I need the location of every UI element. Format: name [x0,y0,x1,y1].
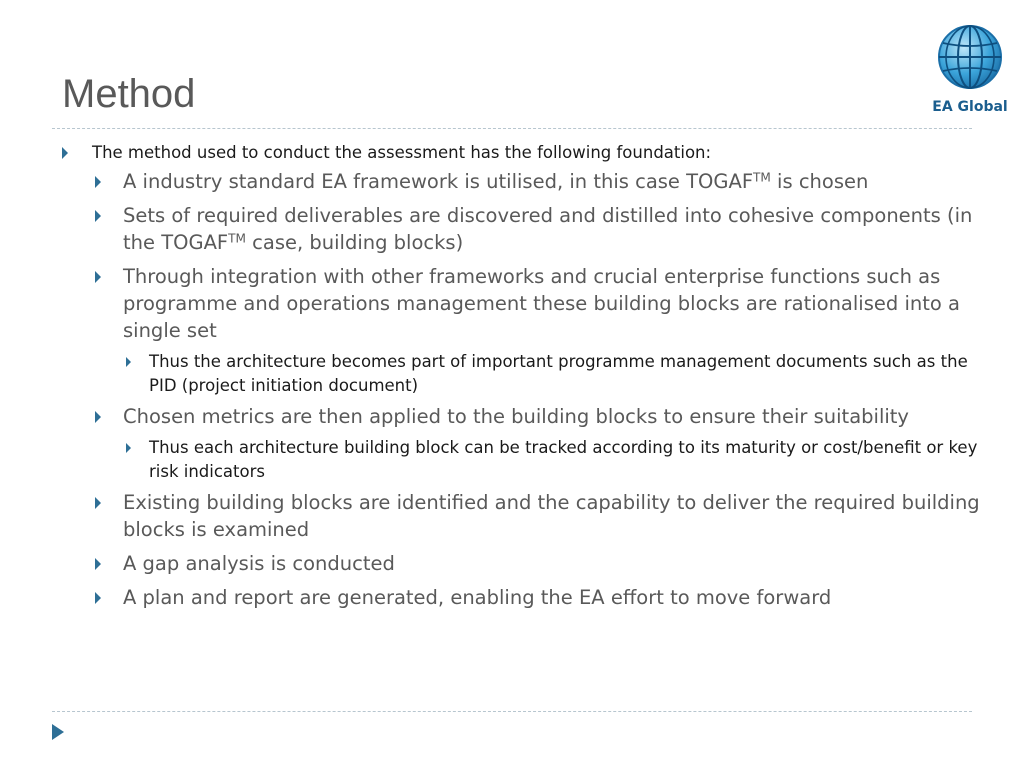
bullet-arrow-icon [126,357,131,367]
list-item [92,584,982,611]
bullet-text: Thus each architecture building block can be tracked according to its maturity or cost/benefit or key risk indicators [149,438,978,481]
list-item [92,489,982,543]
bullet-text: is chosen [770,170,869,193]
sub-sub-bullet-list [123,350,982,398]
logo-text: EA Global [932,99,1008,115]
bullet-arrow-icon [95,592,101,604]
list-item [92,168,982,195]
bullet-text: A industry standard EA framework is utilised, in this case TOGAF [123,170,754,193]
bullet-arrow-icon [95,176,101,188]
trademark-mark: TM [753,170,771,185]
list-item [123,436,982,484]
bullet-text: case, building blocks) [245,231,464,254]
sub-bullet-list [92,168,982,611]
list-item [92,403,982,484]
bullet-arrow-icon [95,210,101,222]
play-arrow-icon[interactable] [50,722,66,742]
bullet-text: Sets of required deliverables are discovered and distilled into cohesive components (in the TOGAF [123,204,973,254]
slide-title: Method [62,72,196,116]
list-item [92,202,982,256]
title-divider [52,128,972,129]
trademark-mark: TM [228,231,246,246]
list-item [92,550,982,577]
bullet-arrow-icon [95,497,101,509]
list-item [123,350,982,398]
bullet-text: Through integration with other frameworks and crucial enterprise functions such as programme and operations management these building blocks are rationalised into a single set [123,265,960,342]
bullet-arrow-icon [95,271,101,283]
bullet-text: The method used to conduct the assessment has the following foundation: [92,143,712,162]
list-item [92,263,982,398]
bullet-arrow-icon [126,443,131,453]
bullet-text: Thus the architecture becomes part of important programme management documents such as the PID (project initiation document) [149,352,968,395]
bullet-text: Existing building blocks are identified and the capability to deliver the required building blocks is examined [123,491,980,541]
sub-sub-bullet-list [123,436,982,484]
bullet-item-intro [62,142,982,611]
bullet-arrow-icon [95,558,101,570]
bullet-arrow-icon [62,147,68,159]
footer-divider [52,711,972,712]
globe-icon [935,22,1005,92]
bullet-text: Chosen metrics are then applied to the building blocks to ensure their suitability [123,405,909,428]
bullet-list [62,142,982,618]
bullet-text: A plan and report are generated, enabling the EA effort to move forward [123,586,832,609]
ea-global-logo [926,20,1014,120]
bullet-arrow-icon [95,411,101,423]
bullet-text: A gap analysis is conducted [123,552,395,575]
